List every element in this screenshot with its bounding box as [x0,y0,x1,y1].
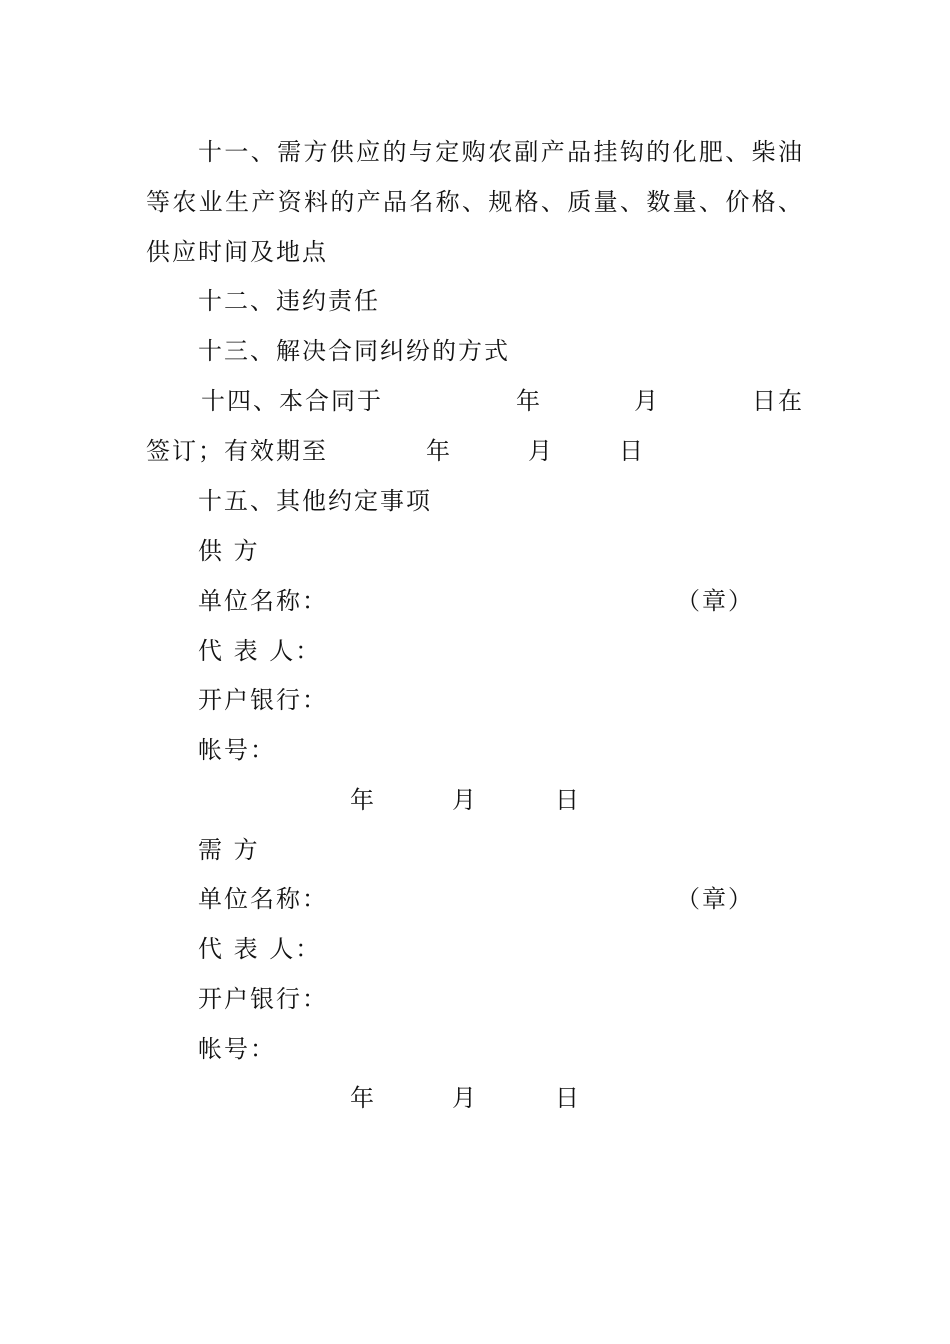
clause-14-year: 年 [516,387,542,415]
clause-14-line-2 [0,436,950,466]
buyer-account-label: 帐号： [198,1035,276,1063]
supplier-representative-label: 代 表 人： [198,637,322,665]
buyer-bank-label: 开户银行： [198,985,328,1013]
buyer-unit-name-label: 单位名称： [198,885,328,913]
supplier-date-row [0,785,950,815]
clause-14-day-at: 日在 [752,387,804,415]
supplier-date-day: 日 [555,786,581,814]
buyer-heading: 需 方 [198,836,260,864]
supplier-account-label: 帐号： [198,736,276,764]
clause-14-line-2-year: 年 [426,437,452,465]
supplier-bank-label: 开户银行： [198,686,328,714]
supplier-seal: （章） [676,587,754,615]
clause-14-line-2-day: 日 [619,437,645,465]
clause-15: 十五、其他约定事项 [198,487,432,515]
buyer-date-month: 月 [452,1084,478,1112]
clause-12: 十二、违约责任 [198,287,380,315]
supplier-date-month: 月 [452,786,478,814]
buyer-date-day: 日 [555,1084,581,1112]
buyer-unit-row [0,884,950,914]
clause-14-month: 月 [634,387,660,415]
clause-11-line-2: 等农业生产资料的产品名称、规格、质量、数量、价格、 [146,188,802,216]
clause-14-line-1 [0,386,950,416]
clause-14-line-2-prefix: 签订；有效期至 [146,437,328,465]
supplier-heading: 供 方 [198,537,260,565]
supplier-unit-row [0,586,950,616]
buyer-seal: （章） [676,885,754,913]
buyer-date-year: 年 [350,1084,376,1112]
buyer-date-row [0,1083,950,1113]
clause-11-line-1: 十一、需方供应的与定购农副产品挂钩的化肥、柴油 [198,138,802,166]
buyer-representative-label: 代 表 人： [198,935,322,963]
clause-13: 十三、解决合同纠纷的方式 [198,337,510,365]
clause-11-line-3: 供应时间及地点 [146,238,328,266]
clause-14-line-2-month: 月 [528,437,554,465]
clause-14-prefix: 十四、本合同于 [201,387,383,415]
supplier-unit-name-label: 单位名称： [198,587,328,615]
supplier-date-year: 年 [350,786,376,814]
